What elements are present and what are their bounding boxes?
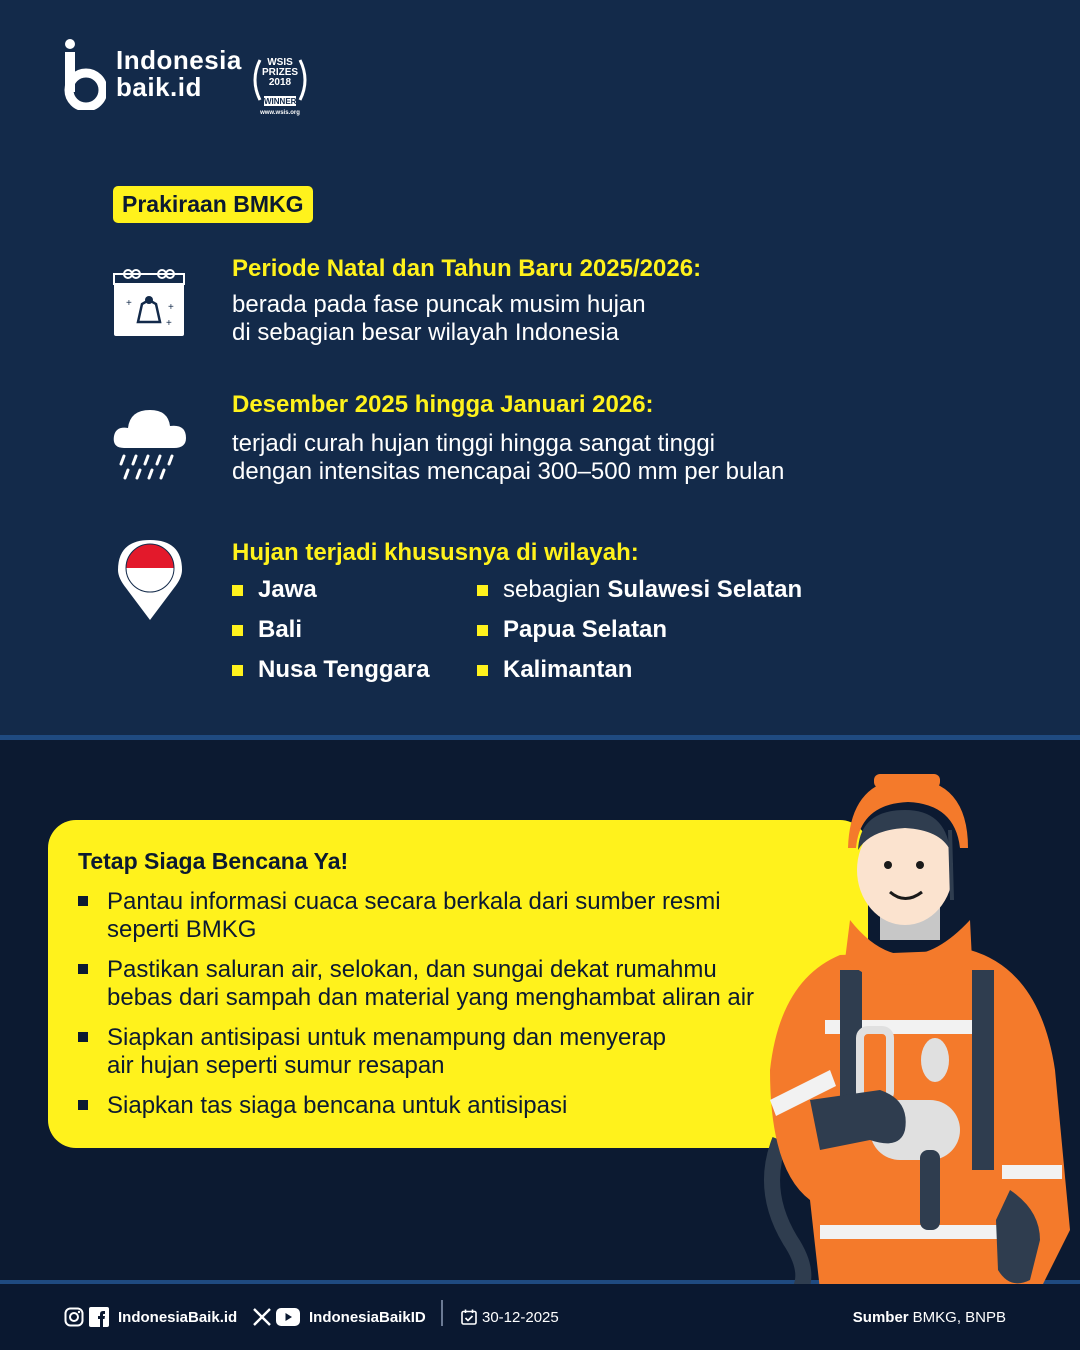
award-line4: WINNER [264,97,297,106]
tips-list [78,888,778,1132]
source-value: BMKG, BNPB [912,1308,1006,1326]
publish-date [461,1284,559,1350]
firefighter-illustration [740,770,1080,1290]
bullet-square [477,585,488,596]
ib-logo-icon [62,38,106,110]
tip-text: Siapkan antisipasi untuk menampung dan menyerap air hujan seperti sumur resapan [107,1024,667,1079]
item-title-regions: Hujan terjadi khususnya di wilayah: [232,539,639,566]
region-item [477,656,817,684]
item-desc-period: berada pada fase puncak musim hujan di sebagian besar wilayah Indonesia [232,291,646,346]
source-credit [853,1284,1006,1350]
tip-text: Pantau informasi cuaca secara berkala dari sumber resmi seperti BMKG [107,888,721,943]
region-item [477,616,817,644]
award-line1: WSIS [267,57,293,68]
tip-text: Siapkan tas siaga bencana untuk antisipasi [107,1092,568,1119]
tip-item [78,888,778,944]
award-line2: PRIZES [261,67,299,78]
region-prefix: sebagian [503,576,601,603]
social-handle-2[interactable] [253,1284,426,1350]
region-item [232,616,477,644]
svg-text:+: + [166,318,172,329]
date-text: 30-12-2025 [482,1308,559,1326]
award-line3: 2018 [268,77,292,88]
indonesia-location-pin-icon [118,538,182,622]
region-label: Sulawesi Selatan [607,576,803,603]
facebook-icon [89,1307,109,1327]
bullet-square [78,896,88,906]
section-badge: Prakiraan BMKG [113,186,313,223]
calendar-check-icon [461,1309,477,1325]
item-title-december: Desember 2025 hingga Januari 2026: [232,391,654,418]
item-title-period: Periode Natal dan Tahun Baru 2025/2026: [232,255,702,282]
region-label: Kalimantan [503,656,633,683]
region-list [232,576,817,684]
handle-text-1: IndonesiaBaik.id [118,1308,238,1326]
wsis-award-badge [246,52,314,116]
tip-item [78,1092,778,1120]
region-item [232,576,477,604]
bullet-square [232,585,243,596]
bullet-square [477,665,488,676]
bullet-square [232,665,243,676]
region-item [477,576,817,604]
footer-separator [441,1300,443,1326]
region-label: Nusa Tenggara [258,656,430,683]
tip-text: Pastikan saluran air, selokan, dan sungai dekat rumahmu bebas dari sampah dan material yang menghambat aliran air [107,956,755,1011]
tip-item [78,1024,778,1080]
region-item [232,656,477,684]
region-label: Bali [258,616,303,643]
footer [0,1284,1080,1350]
x-twitter-icon [253,1308,271,1326]
indonesiabaik-logo[interactable] [62,38,242,110]
logo-line2: baik.id [116,72,202,102]
bullet-square [78,1100,88,1110]
bullet-square [477,625,488,636]
bullet-square [78,1032,88,1042]
social-handle-1[interactable] [64,1284,237,1350]
logo-line1: Indonesia [116,45,242,75]
handle-text-2: IndonesiaBaikID [309,1308,426,1326]
award-line5: www.wsis.org [260,110,300,116]
item-desc-december: terjadi curah hujan tinggi hingga sangat tinggi dengan intensitas mencapai 300–500 mm per bulan [232,430,785,485]
svg-text:+: + [168,302,174,313]
bullet-square [232,625,243,636]
christmas-calendar-icon [112,264,186,338]
bullet-square [78,964,88,974]
rain-cloud-icon [110,404,190,482]
region-label: Papua Selatan [503,616,668,643]
source-label: Sumber [852,1308,909,1326]
region-label: Jawa [258,576,317,603]
card-title: Tetap Siaga Bencana Ya! [78,848,349,874]
instagram-icon [64,1307,84,1327]
svg-text:+: + [126,298,132,309]
youtube-icon [276,1308,300,1326]
tip-item [78,956,778,1012]
